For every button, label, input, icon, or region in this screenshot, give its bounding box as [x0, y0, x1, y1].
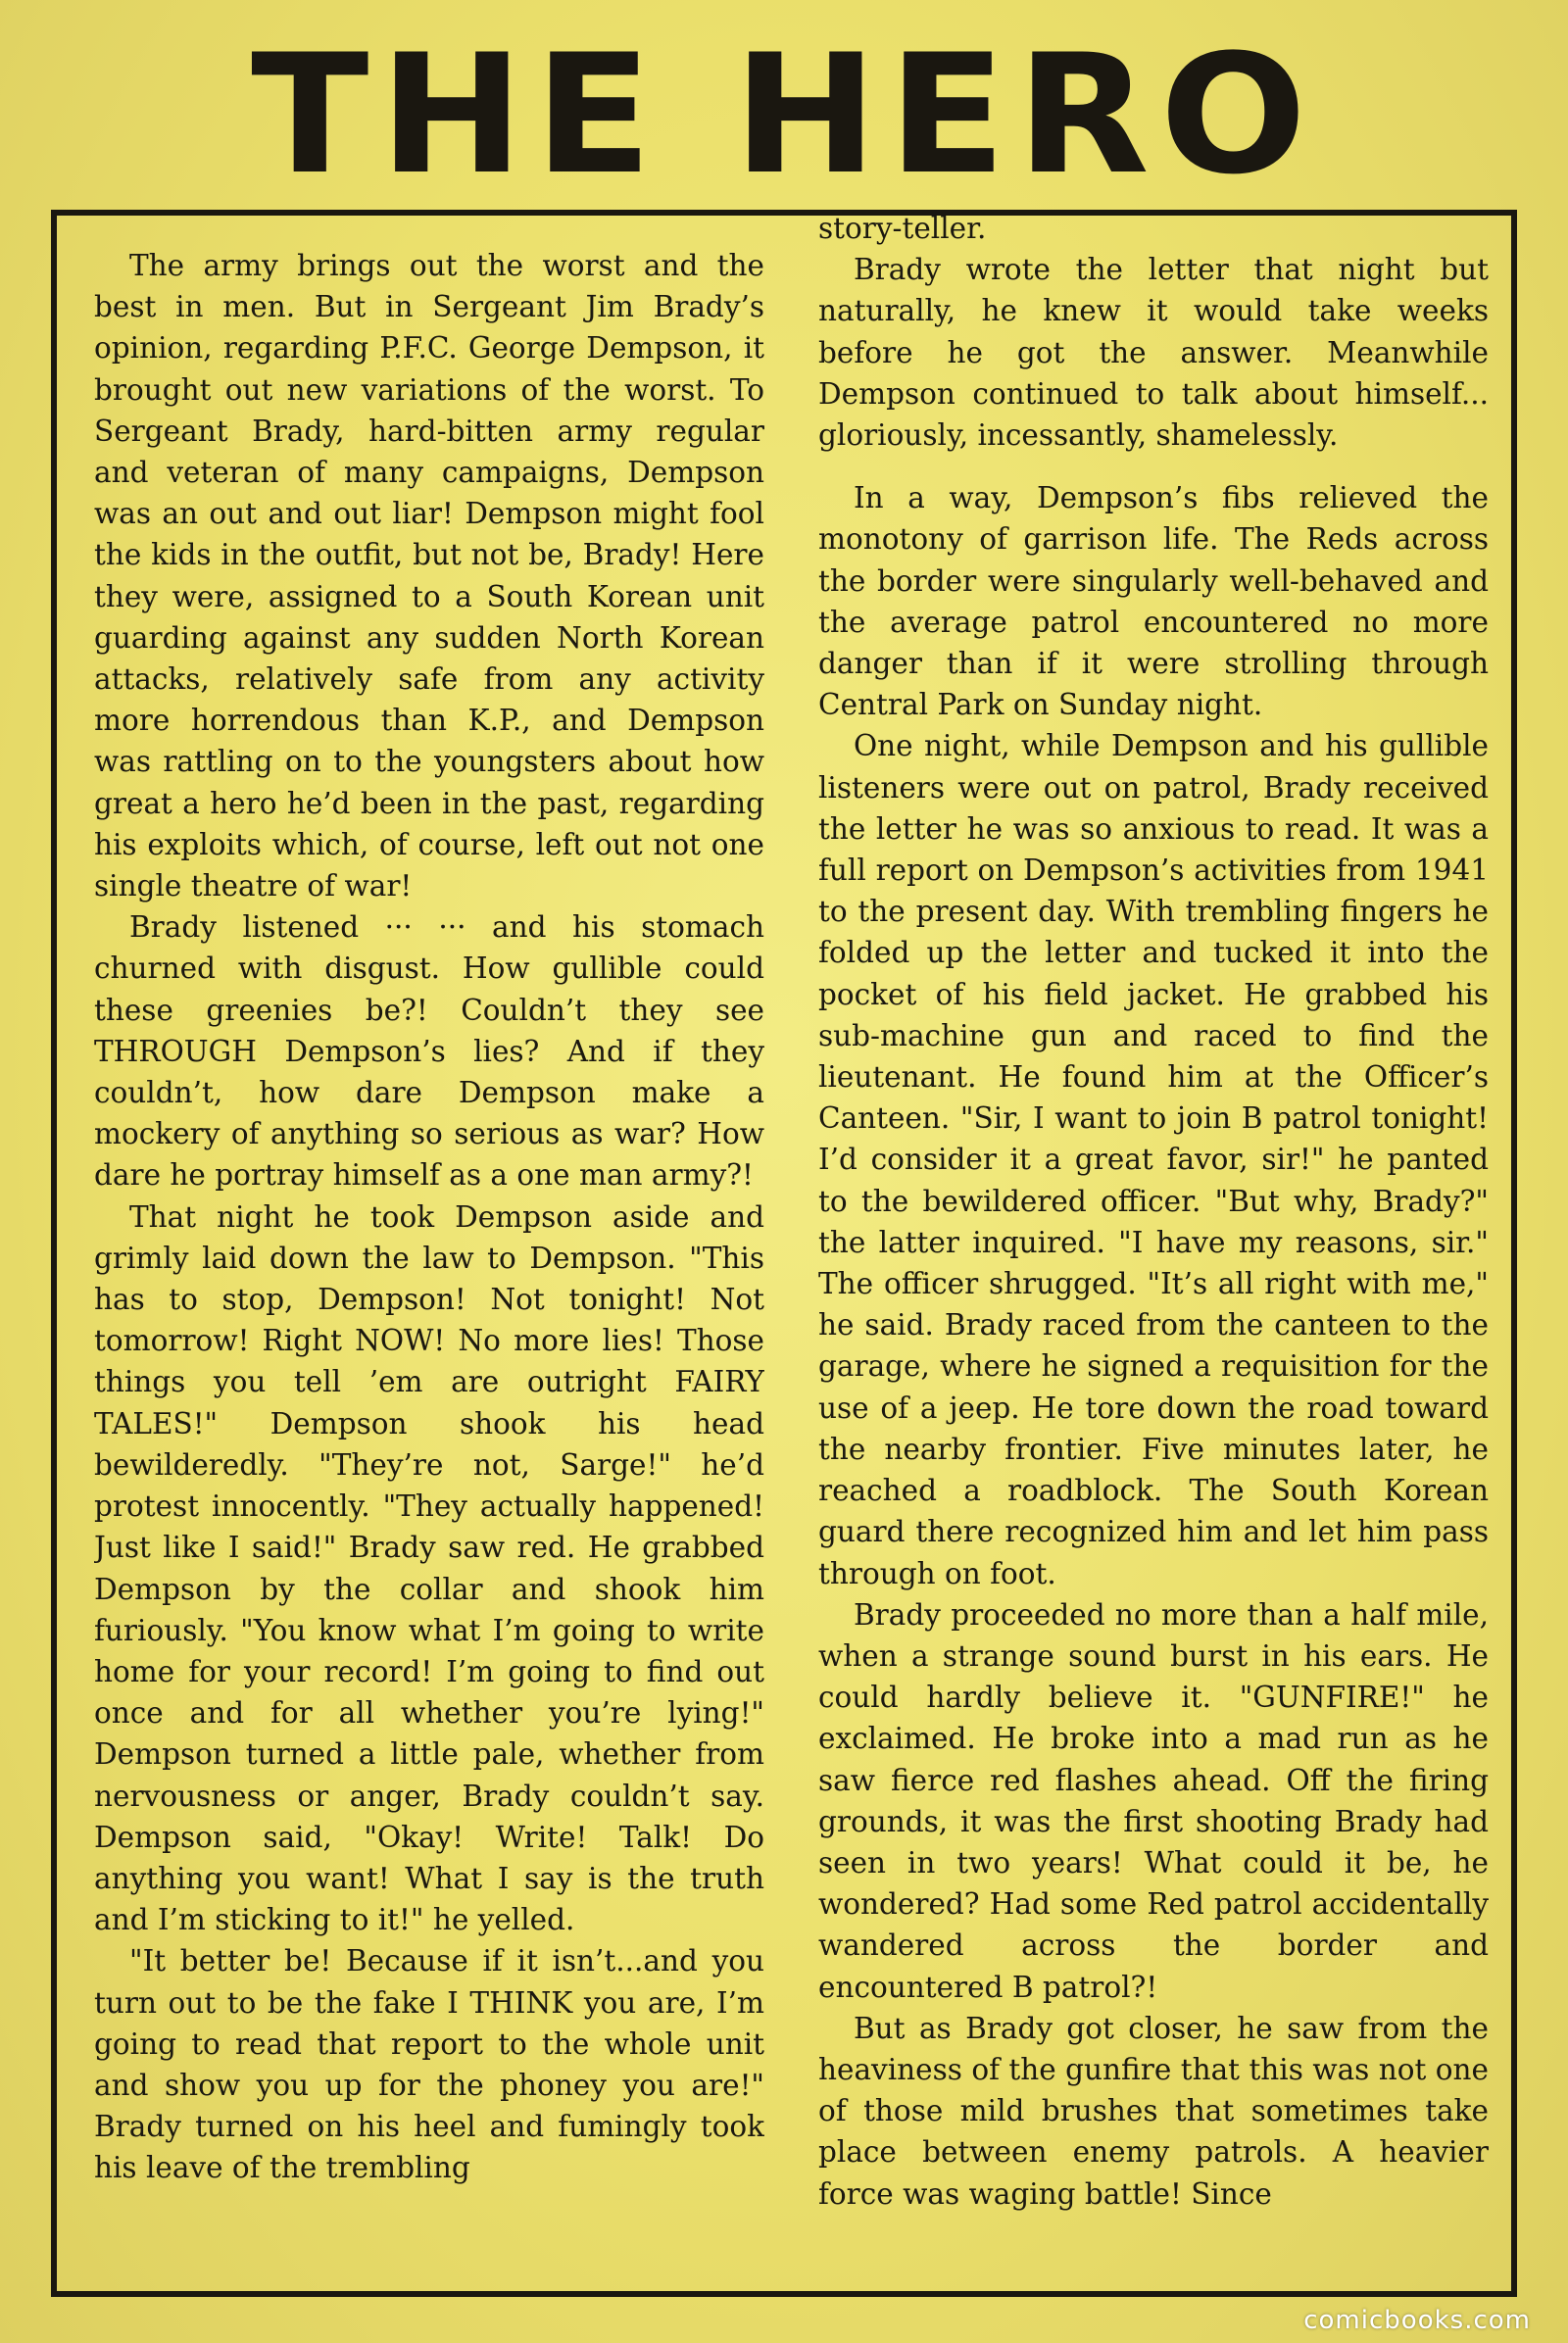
paragraph: But as Brady got closer, he saw from the heaviness of the gunfire that this was not one of those mild brushes that sometimes take place between enemy patrols. A heavier force was waging battle! Since [818, 2011, 1489, 2211]
paragraph: One night, while Dempson and his gullible listeners were out on patrol, Brady received the letter he was so anxious to read. It was a full report on Dempson’s activities from 1941 to the present day. With trembling fingers he folded up the letter and tucked it into the pocket of his field jacket. He grabbed his sub-machine gun and raced to find the lieutenant. He found him at the Officer’s Canteen. "Sir, I want to join B patrol tonight! I’d consider it a great favor, sir!" he panted to the bewildered officer. "But why, Brady?" the latter inquired. "I have my reasons, sir." The officer shrugged. "It’s all right with me," he said. Brady raced from the canteen to the garage, where he signed a requisition for the use of a jeep. He tore down the road toward the nearby frontier. Five minutes later, he reached a roadblock. The South Korean guard there recognized him and let him pass through on foot. [818, 729, 1489, 1590]
right-text-column [818, 208, 1489, 2261]
paragraph: story-teller. [818, 212, 987, 245]
paragraph: That night he took Dempson aside and grimly laid down the law to Dempson. "This has to stop, Dempson! Not tonight! Not tomorrow! Right NOW! No more lies! Those things you tell ’em are outright FAIRY TALES!" Dempson shook his head bewilderedly. "They’re not, Sarge!" he’d protest innocently. "They actually happened! Just like I said!" Brady saw red. He grabbed Dempson by the collar and shook him furiously. "You know what I’m going to write home for your record! I’m going to find out once and for all whether you’re lying!" Dempson turned a little pale, whether from nervousness or anger, Brady couldn’t say. Dempson said, "Okay! Write! Talk! Do anything you want! What I say is the truth and I’m sticking to it!" he yelled. [94, 1199, 764, 1937]
paragraph: Brady listened ··· ··· and his stomach churned with disgust. How gullible could these greenies be?! Couldn’t they see THROUGH Dempson’s lies? And if they couldn’t, how dare Dempson make a mockery of anything so serious as war? How dare he portray himself as a one man army?! [94, 910, 764, 1193]
left-text-column [94, 245, 764, 2298]
paragraph: Brady proceeded no more than a half mile, when a strange sound burst in his ears. He could hardly believe it. "GUNFIRE!" he exclaimed. He broke into a mad run as he saw fierce red flashes ahead. Off the firing grounds, it was the first shooting Brady had seen in two years! What could it be, he wondered? Had some Red patrol accidentally wandered across the border and encountered B patrol?! [818, 1597, 1489, 2004]
paragraph: "It better be! Because if it isn’t...and you turn out to be the fake I THINK you are, I’m going to read that report to the whole unit and show you up for the phoney you are!" Brady turned on his heel and fumingly took his leave of the trembling [94, 1944, 764, 2185]
site-watermark: comicbooks.com [1303, 2306, 1531, 2335]
paragraph: In a way, Dempson’s fibs relieved the monotony of garrison life. The Reds across the border were singularly well-behaved and the average patrol encountered no more danger than if it were strolling through Central Park on Sunday night. [818, 481, 1489, 722]
page-title: THE HERO [251, 19, 1317, 211]
paragraph: Brady wrote the letter that night but naturally, he knew it would take weeks before he got the answer. Meanwhile Dempson continued to talk about himself... gloriously, incessantly, shamelessly. [818, 253, 1489, 453]
paragraph: The army brings out the worst and the best in men. But in Sergeant Jim Brady’s opinion, regarding P.F.C. George Dempson, it brought out new variations of the worst. To Sergeant Brady, hard-bitten army regular and veteran of many campaigns, Dempson was an out and out liar! Dempson might fool the kids in the outfit, but not be, Brady! Here they were, assigned to a South Korean unit guarding against any sudden North Korean attacks, relatively safe from any activity more horrendous than K.P., and Dempson was rattling on to the youngsters about how great a hero he’d been in the past, regarding his exploits which, of course, left out not one single theatre of war! [94, 249, 764, 903]
